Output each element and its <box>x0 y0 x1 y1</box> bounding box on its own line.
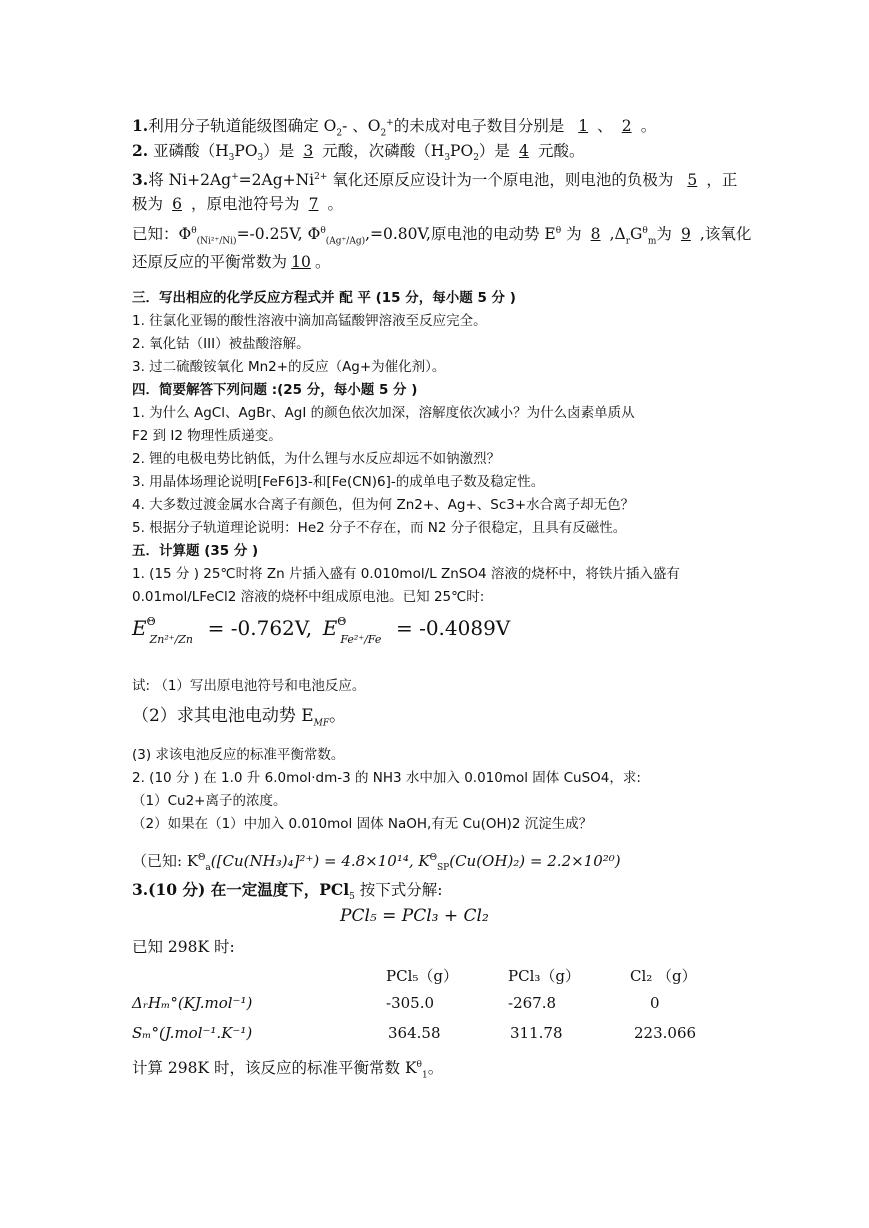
calc-q1-part-c: (3) 求该电池反应的标准平衡常数。 <box>132 747 345 763</box>
blank-2: 2 <box>621 117 632 136</box>
section-4-item-4: 4. 大多数过渡金属水合离子有颜色，但为何 Zn2+、Ag+、Sc3+水合离子却无色？ <box>132 497 635 513</box>
section-3-item-2: 2. 氧化钴（III）被盐酸溶解。 <box>132 336 310 352</box>
q3-line3-d: 为 <box>566 225 582 244</box>
q1-text-mid2: 的未成对电子数目分别是 <box>393 117 565 136</box>
calc-q3-known: 已知 298K 时: <box>132 938 235 956</box>
fill-question-3-line-2 <box>132 194 343 214</box>
q3-line3-b: =-0.25V, Φ <box>236 225 321 244</box>
section-4-item-3: 3. 用晶体场理论说明[FeF6]3-和[Fe(CN)6]-的成单电子数及稳定性。 <box>132 474 545 490</box>
entropy-pcl3: 311.78 <box>510 1024 563 1042</box>
q1-text: 利用分子轨道能级图确定 O <box>148 117 337 136</box>
q3-text-2: =2Ag+Ni <box>238 171 315 190</box>
calc-q2-part-a: （1）Cu2+离子的浓度。 <box>132 793 287 809</box>
row-enthalpy-label: ΔᵣHₘ°(KJ.mol⁻¹) <box>132 994 253 1012</box>
calc-q1-part-b-end: 。 <box>329 706 347 726</box>
q1-number: 1. <box>132 116 149 136</box>
blank-9: 9 <box>680 225 691 244</box>
q1-text-mid: - 、O <box>342 117 381 136</box>
q3-line3-c: ,=0.80V,原电池的电动势 E <box>365 225 556 244</box>
blank-7: 7 <box>308 195 319 213</box>
q2-text-3: ）是 <box>263 142 295 160</box>
q3-number: 3. <box>132 170 149 190</box>
eq1-value: = -0.762V, <box>207 616 313 640</box>
calc-q1-line-2: 0.01mol/LFeCl2 溶液的烧杯中组成原电池。已知 25℃时: <box>132 589 485 605</box>
row-entropy-label: Sₘ°(J.mol⁻¹.K⁻¹) <box>132 1024 253 1042</box>
eq1-subscript: Zn²⁺/Zn <box>149 633 194 646</box>
enthalpy-pcl5: -305.0 <box>386 994 435 1012</box>
q2-text-7: 元酸。 <box>537 142 585 160</box>
q3-line2-a: 极为 <box>132 195 164 213</box>
q3-line3-a: 已知：Φ <box>132 225 192 244</box>
eq2-subscript: Fe²⁺/Fe <box>340 633 382 646</box>
q2-text-2: PO <box>234 142 258 160</box>
q2-text-6: ）是 <box>478 142 510 160</box>
calc-q2-known-constants: （已知: $K^\Theta_a([Cu(NH_3)_4]^{2+}) = 4.8\times 10^{14}$, $K^\Theta_{SP}(Cu(OH)_2) = 2.2\times 10^{20}$) <box>132 852 621 873</box>
emf-subscript: MF <box>313 718 330 729</box>
section-3-heading: 三．写出相应的化学反应方程式并 配 平 (15 分，每小题 5 分 ) <box>132 290 516 306</box>
q1-separator: 、 <box>597 117 613 136</box>
section-4-item-1: 1. 为什么 AgCl、AgBr、AgI 的颜色依次加深，溶解度依次减小？为什么卤素单质从 <box>132 405 635 421</box>
calc-q3-line-1: 3.(10 分) 在一定温度下，PCl$_5$ 按下式分解: <box>132 880 443 903</box>
q3-text-4: ，正 <box>706 171 738 190</box>
calc-q3-final: 计算 298K 时，该反应的标准平衡常数 $K^\theta_1$。 <box>132 1059 444 1081</box>
known-ksp: (Cu(OH)₂) = 2.2×10²⁰) <box>449 852 621 870</box>
section-3-item-3: 3. 过二硫酸铵氧化 Mn2+的反应（Ag+为催化剂）。 <box>132 359 446 375</box>
known-stability-constant: ([Cu(NH₃)₄]²⁺) = 4.8×10¹⁴, K <box>210 852 430 870</box>
enthalpy-pcl3: -267.8 <box>508 994 557 1012</box>
blank-6: 6 <box>172 195 182 213</box>
fill-question-3-line-1: 3.将 $Ni+2Ag^+=2Ag+Ni^{2+}$ 氧化还原反应设计为一个原电池，则电池的负极为 5 ，正 <box>132 170 738 190</box>
q3-line3-g: 为 <box>656 225 672 244</box>
calc-q1-part-b <box>132 706 346 733</box>
q2-number: 2. <box>132 141 149 160</box>
known-prefix: （已知: K <box>132 852 199 870</box>
q3-line3-f: G <box>630 225 643 244</box>
q3-text-1: 将 Ni+2Ag <box>148 171 232 190</box>
eq2-value: = -0.4089V <box>395 616 511 640</box>
q1-end: 。 <box>640 117 657 136</box>
table-header-pcl3: PCl₃（g） <box>508 967 580 985</box>
section-4-heading: 四．简要解答下列问题 :(25 分，每小题 5 分 ) <box>132 382 418 398</box>
section-3-item-1: 1. 往氯化亚锡的酸性溶液中滴加高锰酸钾溶液至反应完全。 <box>132 313 487 329</box>
table-header-pcl5: PCl₅（g） <box>386 967 458 985</box>
calc-q1-line-1: 1. (15 分 ) 25℃时将 Zn 片插入盛有 0.010mol/L ZnSO4 溶液的烧杯中，将铁片插入盛有 <box>132 566 680 582</box>
blank-3: 3 <box>303 142 314 160</box>
calc-q2-line-1: 2. (10 分 ) 在 1.0 升 6.0mol·dm-3 的 NH3 水中加入 0.010mol 固体 CuSO4，求: <box>132 770 641 786</box>
fill-question-3-line-4 <box>132 252 331 272</box>
q3-line2-c: 。 <box>327 195 344 213</box>
blank-4: 4 <box>519 142 529 160</box>
q2-text-5: PO <box>450 142 474 160</box>
q3-line4-b: 。 <box>315 253 331 271</box>
blank-10: 10 <box>291 253 311 271</box>
calc-q3-text-b: 按下式分解: <box>359 881 443 899</box>
enthalpy-cl2: 0 <box>650 994 660 1012</box>
q2-text-1: 亚磷酸（H <box>153 142 229 160</box>
calc-q2-part-b: （2）如果在（1）中加入 0.010mol 固体 NaOH,有无 Cu(OH)2 沉淀生成？ <box>132 816 593 832</box>
entropy-cl2: 223.066 <box>634 1024 697 1042</box>
calc-q3-final-end: 。 <box>427 1059 444 1078</box>
section-4-item-1-cont: F2 到 I2 物理性质递变。 <box>132 428 282 444</box>
calc-q1-part-a: 试: （1）写出原电池符号和电池反应。 <box>132 678 366 694</box>
blank-8: 8 <box>590 225 601 244</box>
q3-text-3: 氧化还原反应设计为一个原电池，则电池的负极为 <box>332 171 674 190</box>
calc-q3-text: 3.(10 分) 在一定温度下，PCl <box>132 880 350 899</box>
q2-text-4: 元酸，次磷酸（H <box>322 142 445 160</box>
q3-line3-e: ,Δ <box>609 225 626 244</box>
fill-question-1: 1.利用分子轨道能级图确定 $O_2-$ 、$O_2^+$的未成对电子数目分别是 1 、 2 。 <box>132 116 657 139</box>
q3-line3-h: ,该氧化 <box>699 225 752 244</box>
standard-potential-equation: $E^\Theta_{Zn^{2+}/Zn} = -0.762V$, $E^\Theta_{Fe^{2+}/Fe} = -0.4089V$ <box>132 615 511 646</box>
blank-1: 1 <box>578 117 589 136</box>
k-subscript: 1 <box>421 1070 428 1081</box>
section-5-heading: 五．计算题 (35 分 ) <box>132 543 259 559</box>
section-4-item-5: 5. 根据分子轨道理论说明：He2 分子不存在，而 N2 分子很稳定，且具有反磁性。 <box>132 520 627 536</box>
entropy-pcl5: 364.58 <box>388 1024 441 1042</box>
table-header-cl2: Cl₂ （g） <box>630 967 697 985</box>
fill-question-3-line-3: 已知：$\Phi^\theta_{(Ni^{2+}/Ni)}=-0.25V$, $\Phi^\theta_{(Ag^+/Ag)},=0.80V$,原电池的电动势 $E^\theta$ 为 8 $,\Delta_rG^\theta_m$为 9 ,该氧化 <box>132 225 752 247</box>
calc-q3-final-text: 计算 298K 时，该反应的标准平衡常数 K <box>132 1059 417 1078</box>
fill-question-2: 2. 亚磷酸$(H_3PO_3)$是 3 元酸，次磷酸$(H_3PO_2)$是 4 元酸。 <box>132 141 585 164</box>
q3-line4-a: 还原反应的平衡常数为 <box>132 253 288 271</box>
q3-line2-b: ，原电池符号为 <box>191 195 300 213</box>
decomposition-equation: PCl₅ = PCl₃ + Cl₂ <box>340 906 489 926</box>
section-4-item-2: 2. 锂的电极电势比钠低，为什么锂与水反应却远不如钠激烈？ <box>132 451 501 467</box>
calc-q1-part-b-text: （2）求其电池电动势 E <box>132 706 314 726</box>
blank-5: 5 <box>687 171 698 190</box>
